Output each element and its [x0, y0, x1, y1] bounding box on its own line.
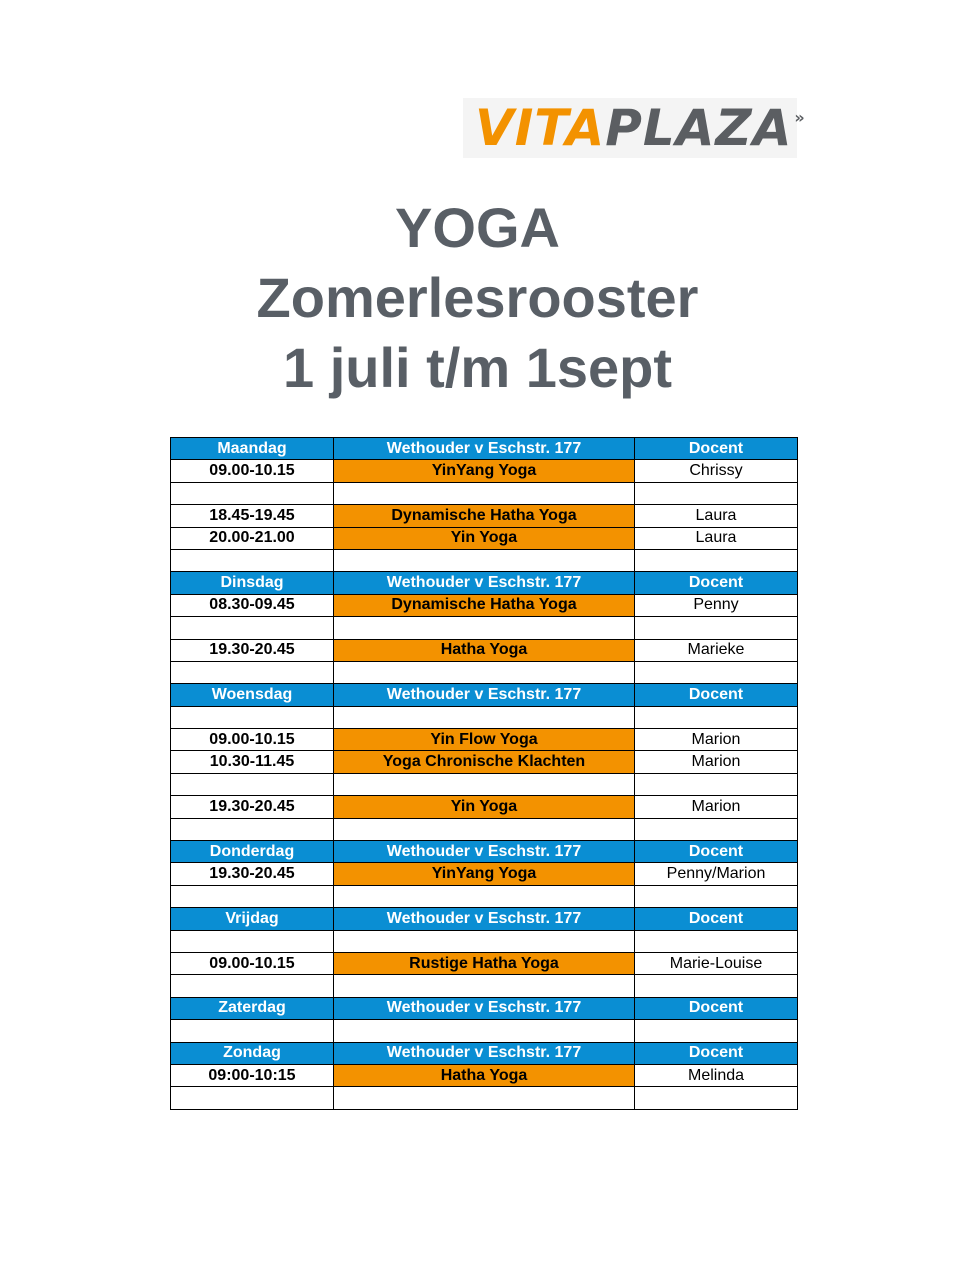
page-date-range: 1 juli t/m 1sept — [283, 336, 672, 399]
logo-text-vita: VITA — [475, 99, 606, 157]
class-teacher: Penny/Marion — [635, 863, 798, 885]
class-time: 10.30-11.45 — [171, 751, 334, 773]
schedule-table — [170, 437, 798, 1110]
empty-cell — [334, 930, 635, 952]
empty-cell — [171, 1087, 334, 1109]
empty-row — [171, 1020, 798, 1042]
empty-row — [171, 549, 798, 571]
location-header: Wethouder v Eschstr. 177 — [334, 572, 635, 594]
empty-cell — [635, 773, 798, 795]
empty-cell — [334, 1087, 635, 1109]
location-header: Wethouder v Eschstr. 177 — [334, 684, 635, 706]
empty-row — [171, 773, 798, 795]
teacher-header: Docent — [635, 841, 798, 863]
class-name: Rustige Hatha Yoga — [334, 952, 635, 974]
empty-cell — [635, 706, 798, 728]
logo-text-plaza: PLAZA — [605, 99, 793, 157]
class-name: YinYang Yoga — [334, 863, 635, 885]
day-header-row — [171, 438, 798, 460]
empty-cell — [334, 482, 635, 504]
empty-row — [171, 1087, 798, 1109]
location-header: Wethouder v Eschstr. 177 — [334, 841, 635, 863]
class-name: Yin Yoga — [334, 796, 635, 818]
class-time: 09.00-10.15 — [171, 952, 334, 974]
day-header: Zaterdag — [171, 997, 334, 1019]
empty-cell — [635, 975, 798, 997]
day-header-row — [171, 1042, 798, 1064]
class-row — [171, 505, 798, 527]
teacher-header: Docent — [635, 997, 798, 1019]
day-header: Zondag — [171, 1042, 334, 1064]
empty-cell — [171, 661, 334, 683]
class-teacher: Marieke — [635, 639, 798, 661]
day-header-row — [171, 997, 798, 1019]
empty-cell — [171, 482, 334, 504]
class-name: Dynamische Hatha Yoga — [334, 594, 635, 616]
location-header: Wethouder v Eschstr. 177 — [334, 438, 635, 460]
class-name: Hatha Yoga — [334, 1064, 635, 1086]
empty-cell — [171, 706, 334, 728]
page-title: YOGA — [395, 196, 560, 259]
class-name: Hatha Yoga — [334, 639, 635, 661]
class-row — [171, 796, 798, 818]
class-name: Yin Flow Yoga — [334, 729, 635, 751]
class-time: 20.00-21.00 — [171, 527, 334, 549]
empty-cell — [171, 818, 334, 840]
class-teacher: Marion — [635, 751, 798, 773]
empty-row — [171, 661, 798, 683]
class-time: 19.30-20.45 — [171, 863, 334, 885]
day-header-row — [171, 908, 798, 930]
class-row — [171, 639, 798, 661]
teacher-header: Docent — [635, 572, 798, 594]
empty-row — [171, 975, 798, 997]
class-time: 18.45-19.45 — [171, 505, 334, 527]
empty-cell — [171, 1020, 334, 1042]
day-header: Vrijdag — [171, 908, 334, 930]
class-teacher: Chrissy — [635, 460, 798, 482]
empty-cell — [171, 930, 334, 952]
empty-cell — [171, 975, 334, 997]
empty-cell — [635, 930, 798, 952]
class-name: Yin Yoga — [334, 527, 635, 549]
class-row — [171, 751, 798, 773]
empty-cell — [334, 1020, 635, 1042]
empty-cell — [334, 661, 635, 683]
empty-row — [171, 706, 798, 728]
class-row — [171, 729, 798, 751]
empty-row — [171, 930, 798, 952]
class-time: 09.00-10.15 — [171, 460, 334, 482]
class-teacher: Marion — [635, 796, 798, 818]
empty-row — [171, 617, 798, 639]
teacher-header: Docent — [635, 1042, 798, 1064]
class-teacher: Penny — [635, 594, 798, 616]
day-header-row — [171, 841, 798, 863]
empty-cell — [635, 1020, 798, 1042]
empty-cell — [635, 617, 798, 639]
class-teacher: Laura — [635, 505, 798, 527]
class-time: 09.00-10.15 — [171, 729, 334, 751]
teacher-header: Docent — [635, 684, 798, 706]
logo-mark-icon: » — [794, 108, 806, 127]
teacher-header: Docent — [635, 908, 798, 930]
empty-cell — [635, 818, 798, 840]
class-row — [171, 594, 798, 616]
empty-row — [171, 818, 798, 840]
empty-cell — [334, 975, 635, 997]
day-header: Dinsdag — [171, 572, 334, 594]
empty-cell — [635, 661, 798, 683]
day-header-row — [171, 684, 798, 706]
class-time: 09:00-10:15 — [171, 1064, 334, 1086]
class-time: 19.30-20.45 — [171, 639, 334, 661]
class-name: YinYang Yoga — [334, 460, 635, 482]
empty-cell — [635, 885, 798, 907]
empty-cell — [635, 482, 798, 504]
class-teacher: Marion — [635, 729, 798, 751]
day-header: Donderdag — [171, 841, 334, 863]
class-teacher: Melinda — [635, 1064, 798, 1086]
page-subtitle: Zomerlesrooster — [256, 266, 699, 329]
day-header: Woensdag — [171, 684, 334, 706]
empty-cell — [635, 549, 798, 571]
location-header: Wethouder v Eschstr. 177 — [334, 908, 635, 930]
class-row — [171, 1064, 798, 1086]
empty-cell — [334, 818, 635, 840]
empty-cell — [334, 617, 635, 639]
class-time: 08.30-09.45 — [171, 594, 334, 616]
location-header: Wethouder v Eschstr. 177 — [334, 997, 635, 1019]
class-row — [171, 527, 798, 549]
empty-cell — [334, 773, 635, 795]
day-header: Maandag — [171, 438, 334, 460]
empty-row — [171, 482, 798, 504]
class-row — [171, 460, 798, 482]
class-row — [171, 952, 798, 974]
class-teacher: Laura — [635, 527, 798, 549]
empty-cell — [334, 706, 635, 728]
teacher-header: Docent — [635, 438, 798, 460]
empty-cell — [171, 885, 334, 907]
empty-cell — [171, 773, 334, 795]
empty-cell — [334, 885, 635, 907]
class-name: Dynamische Hatha Yoga — [334, 505, 635, 527]
day-header-row — [171, 572, 798, 594]
class-row — [171, 863, 798, 885]
empty-cell — [171, 549, 334, 571]
empty-cell — [171, 617, 334, 639]
class-teacher: Marie-Louise — [635, 952, 798, 974]
class-name: Yoga Chronische Klachten — [334, 751, 635, 773]
vitaplaza-logo — [463, 98, 806, 158]
empty-cell — [334, 549, 635, 571]
location-header: Wethouder v Eschstr. 177 — [334, 1042, 635, 1064]
empty-row — [171, 885, 798, 907]
empty-cell — [635, 1087, 798, 1109]
class-time: 19.30-20.45 — [171, 796, 334, 818]
